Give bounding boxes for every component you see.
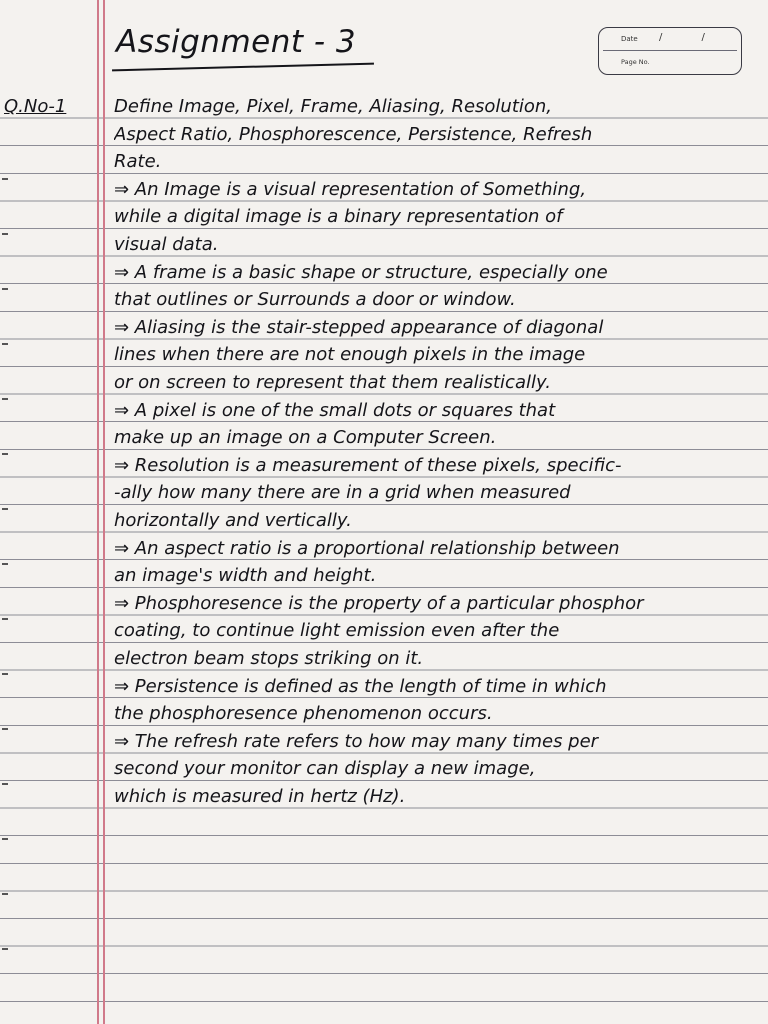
text-line: ⇒ An Image is a visual representation of Something, bbox=[114, 178, 587, 200]
text-line: Aspect Ratio, Phosphorescence, Persistence, Refresh bbox=[114, 123, 593, 145]
text-line: ⇒ A pixel is one of the small dots or squares that bbox=[114, 399, 556, 421]
margin-tick bbox=[2, 398, 8, 400]
text-line: ⇒ Aliasing is the stair-stepped appearance of diagonal bbox=[114, 316, 604, 338]
text-line: or on screen to represent that them realistically. bbox=[114, 372, 551, 393]
text-line: the phosphoresence phenomenon occurs. bbox=[114, 703, 493, 725]
margin-tick bbox=[2, 288, 8, 290]
date-box-divider bbox=[603, 50, 737, 51]
text-line: ⇒ Persistence is defined as the length of time in which bbox=[114, 675, 607, 697]
date-label: Date bbox=[621, 35, 638, 43]
margin-tick bbox=[2, 893, 8, 895]
page-number-label: Page No. bbox=[621, 58, 650, 66]
margin-line-right bbox=[103, 0, 105, 1024]
margin-tick bbox=[2, 948, 8, 950]
text-line: Rate. bbox=[114, 151, 162, 173]
text-line: make up an image on a Computer Screen. bbox=[114, 427, 497, 449]
text-line: Define Image, Pixel, Frame, Aliasing, Resolution, bbox=[114, 96, 553, 117]
date-page-box bbox=[598, 27, 742, 75]
text-line: coating, to continue light emission even after the bbox=[114, 620, 560, 642]
margin-line-left bbox=[97, 0, 99, 1024]
margin-tick bbox=[2, 563, 8, 565]
margin-tick bbox=[2, 618, 8, 620]
text-line: horizontally and vertically. bbox=[114, 510, 352, 531]
text-line: ⇒ A frame is a basic shape or structure, especially one bbox=[114, 261, 608, 283]
question-number: Q.No-1 bbox=[4, 96, 67, 117]
margin-tick bbox=[2, 783, 8, 785]
date-value: / / bbox=[659, 32, 723, 43]
margin-tick bbox=[2, 178, 8, 180]
margin-tick bbox=[2, 508, 8, 510]
text-line: ⇒ Phosphoresence is the property of a particular phosphor bbox=[114, 592, 644, 614]
text-line: which is measured in hertz (Hz). bbox=[114, 786, 406, 807]
text-line: while a digital image is a binary representation of bbox=[114, 206, 563, 228]
text-line: lines when there are not enough pixels in the image bbox=[114, 344, 586, 366]
text-line: ⇒ Resolution is a measurement of these pixels, specific- bbox=[114, 454, 622, 476]
text-line: electron beam stops striking on it. bbox=[114, 648, 424, 669]
text-line: second your monitor can display a new image, bbox=[114, 758, 536, 780]
margin-tick bbox=[2, 838, 8, 840]
margin-tick bbox=[2, 233, 8, 235]
margin-tick bbox=[2, 728, 8, 730]
assignment-title: Assignment - 3 bbox=[116, 24, 357, 60]
text-line: ⇒ An aspect ratio is a proportional relationship between bbox=[114, 537, 620, 559]
text-line: that outlines or Surrounds a door or window. bbox=[114, 289, 516, 311]
text-line: an image's width and height. bbox=[114, 565, 377, 587]
text-line: ⇒ The refresh rate refers to how may many times per bbox=[114, 730, 599, 752]
margin-tick bbox=[2, 453, 8, 455]
margin-tick bbox=[2, 343, 8, 345]
text-line: -ally how many there are in a grid when measured bbox=[114, 482, 571, 504]
margin-tick bbox=[2, 673, 8, 675]
text-line: visual data. bbox=[114, 234, 219, 255]
